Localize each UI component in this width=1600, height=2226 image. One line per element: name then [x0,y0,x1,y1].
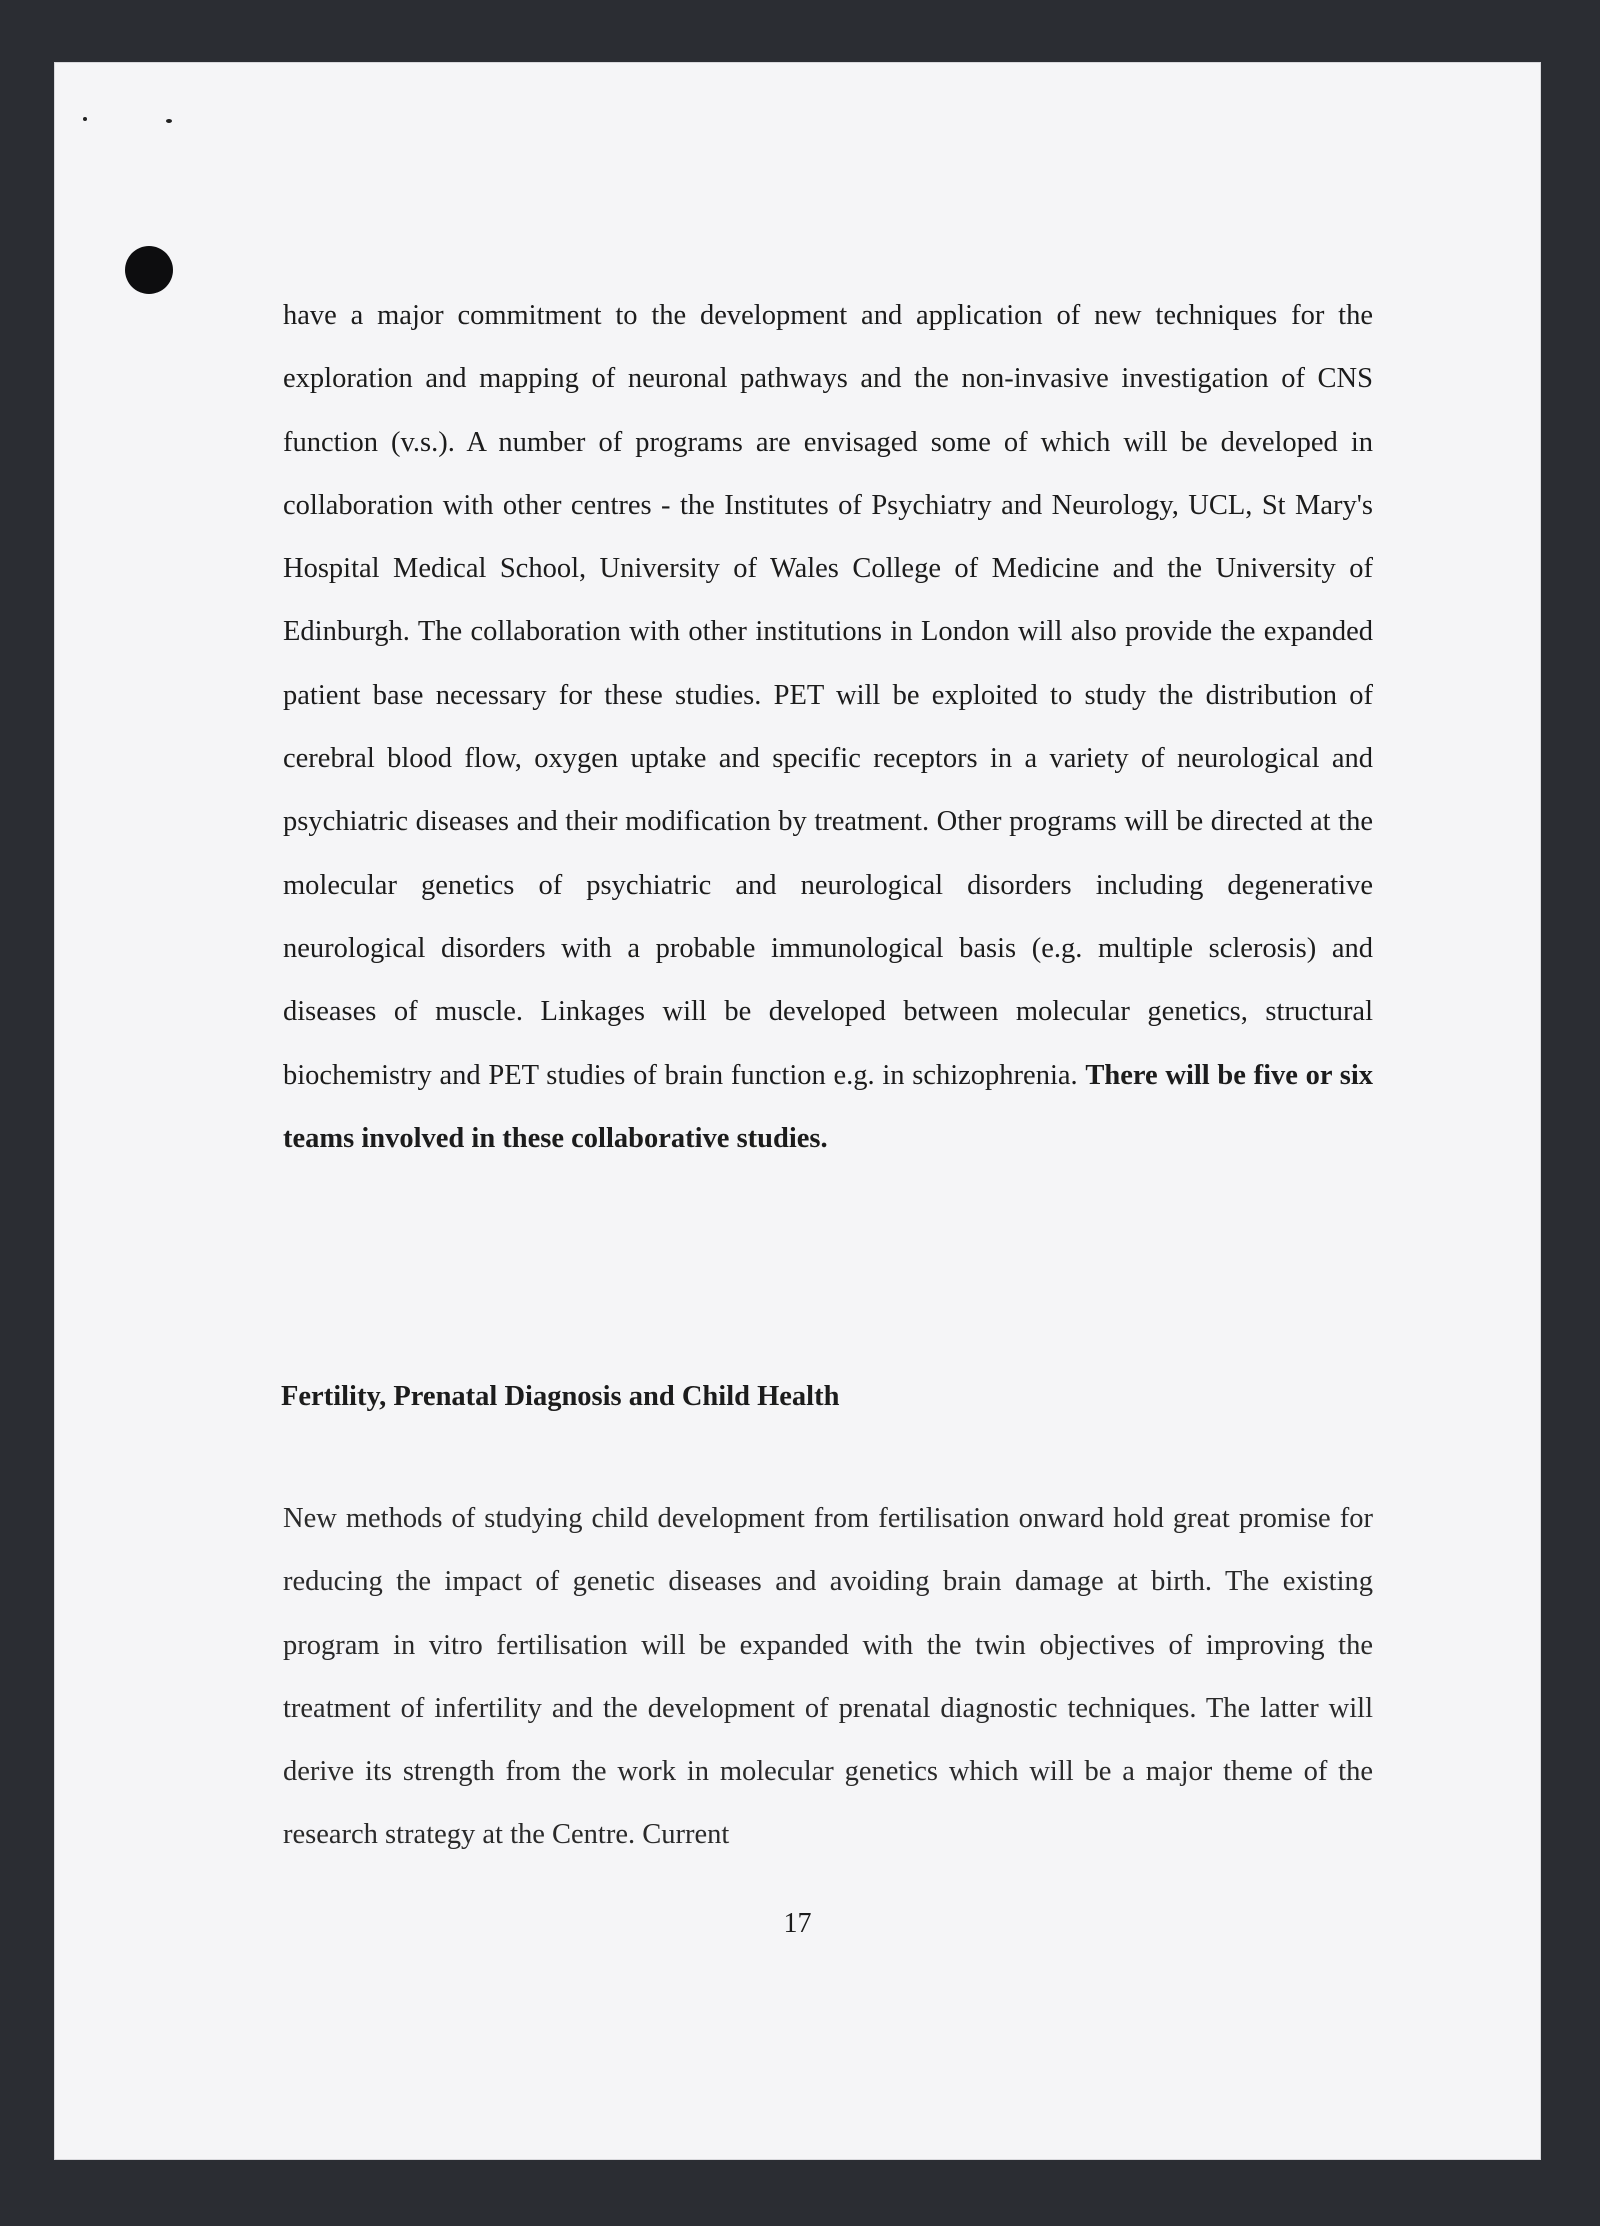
paragraph-1-bold-text: There will be five or six teams involved in these collaborative studies. [283,1059,1374,1154]
page-number: 17 [783,1908,812,1939]
body-paragraph-1 [283,284,1373,1170]
paper-speck [166,119,172,123]
paper-speck [83,117,87,121]
section-heading: Fertility, Prenatal Diagnosis and Child Health [281,1381,840,1412]
punch-hole [125,246,173,294]
document-page [55,63,1540,2159]
paragraph-1-text: have a major commitment to the development and application of new techniques for the exploration and mapping of neuronal pathways and the non-invasive investigation of CNS function (v.s.). A number of programs are envisaged some of which will be developed in collaboration with other centres - the Institutes of Psychiatry and Neurology, UCL, St Mary's Hospital Medical School, University of Wales College of Medicine and the University of Edinburgh. The collaboration with other institutions in London will also provide the expanded patient base necessary for these studies. PET will be exploited to study the distribution of cerebral blood flow, oxygen uptake and specific receptors in a variety of neurological and psychiatric diseases and their modification by treatment. Other programs will be directed at the molecular genetics of psychiatric and neurological disorders including degenerative neurological disorders with a probable immunological basis (e.g. multiple sclerosis) and diseases of muscle. Linkages will be developed between molecular genetics, structural biochemistry and PET studies of brain function e.g. in schizophrenia. [283,300,1373,1091]
body-paragraph-2: New methods of studying child development from fertilisation onward hold great promise for reducing the impact of genetic diseases and avoiding brain damage at birth. The existing program in vitro fertilisation will be expanded with the twin objectives of improving the treatment of infertility and the development of prenatal diagnostic techniques. The latter will derive its strength from the work in molecular genetics which will be a major theme of the research strategy at the Centre. Current [283,1503,1373,1851]
